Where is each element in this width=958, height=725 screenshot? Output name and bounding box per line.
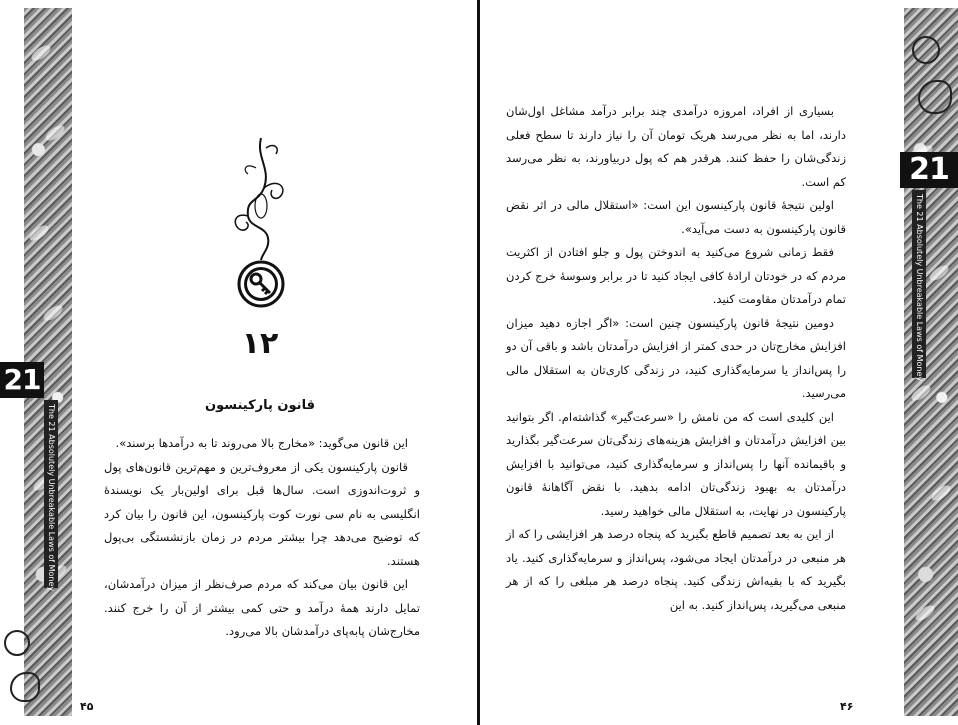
paragraph: قانون پارکینسون یکی از معروف‌ترین و مهم‌ترین قانون‌های پول و ثروت‌اندوزی است. سال‌ها قبل برای اولین‌بار یک نویسندهٔ انگلیسی به نام سی نورت کوت پارکینسون، این قانون را بیان کرد که توضیح می‌دهد چرا بیشتر مردم در زمان بازنشستگی بی‌پول هستند. [104,459,420,568]
paragraph: این کلیدی است که من نامش را «سرعت‌گیر» گذاشته‌ام. اگر بتوانید بین افزایش درآمدتان و افزایش هزینه‌های زندگی‌تان سرعت‌گیر بگذارید و باقیمانده آنها را پس‌انداز و سرمایه‌گذاری کنید، می‌توانید با افزایش درآمدتان به بهبود زندگی‌تان ادامه بدهید. با نقض آگاهانهٔ قانون پارکینسون در نهایت، به استقلال مالی خواهید رسید. [506,409,846,518]
left-page [0,0,478,725]
swirl-ornament-icon [912,36,940,64]
paragraph: از این به بعد تصمیم قاطع بگیرید که پنجاه درصد هر افزایشی را که از هر منبعی در درآمدتان ایجاد می‌شود، پس‌انداز و سرمایه‌گذاری کنید. یاد بگیرید که با بقیه‌اش زندگی کنید. پنجاه درصد هر مبلغی را که از هر منبعی می‌گیرید، پس‌انداز کنید. به این [506,527,846,612]
book-spine [477,0,480,725]
spine-book-title: The 21 Absolutely Unbreakable Laws of Money [912,190,926,378]
paragraph: این قانون می‌گوید: «مخارج بالا می‌روند تا به درآمدها برسند». [115,436,408,450]
swirl-ornament-icon [10,672,40,702]
chapter-number: ۱۲ [241,326,279,361]
swirl-ornament-icon [4,630,30,656]
spine-book-title: The 21 Absolutely Unbreakable Laws of Money [44,400,58,588]
paragraph: فقط زمانی شروع می‌کنید به اندوختن پول و جلو افتادن از اکثریت مردم که در خودتان ارادهٔ کافی ایجاد کنید تا در برابر وسوسهٔ خرج کردن تمام درآمدتان مقاومت کنید. [506,245,846,306]
left-body-text [104,432,420,644]
swirl-ornament-icon [918,80,952,114]
page-number: ۴۵ [80,700,94,713]
paragraph: بسیاری از افراد، امروزه درآمدی چند برابر درآمد مشاغل اول‌شان دارند، اما به نظر می‌رسد هریک تومان آن را نیاز دارند تا سطح فعلی زندگی‌شان را حفظ کنند. هرقدر هم که پول دربیاورند، به نظر می‌رسد کم است. [506,104,846,189]
paragraph: دومین نتیجهٔ قانون پارکینسون چنین است: «اگر اجازه دهید میزان افزایش مخارج‌تان در حدی کمتر از افزایش درآمدتان باشد و باقی آن دو را پس‌انداز یا سرمایه‌گذاری کنید، در زندگی کاری‌تان به استقلال مالی می‌رسید. [506,315,846,400]
page-number: ۴۶ [840,700,854,713]
paragraph: این قانون بیان می‌کند که مردم صرف‌نظر از میزان درآمدشان، تمایل دارند همهٔ درآمد و حتی کمی بیشتر از آن را خرج کنند. مخارج‌شان پابه‌پای درآمدشان بالا می‌رود. [104,577,420,638]
chapter-badge: 21 [900,152,958,188]
right-body-text [506,100,846,617]
key-icon [247,270,275,298]
paragraph: اولین نتیجهٔ قانون پارکینسون این است: «استقلال مالی در اثر نقض قانون پارکینسون به دست می‌آید». [506,198,846,236]
chapter-badge: 21 [0,362,44,398]
chapter-title: قانون پارکینسون [205,398,315,413]
